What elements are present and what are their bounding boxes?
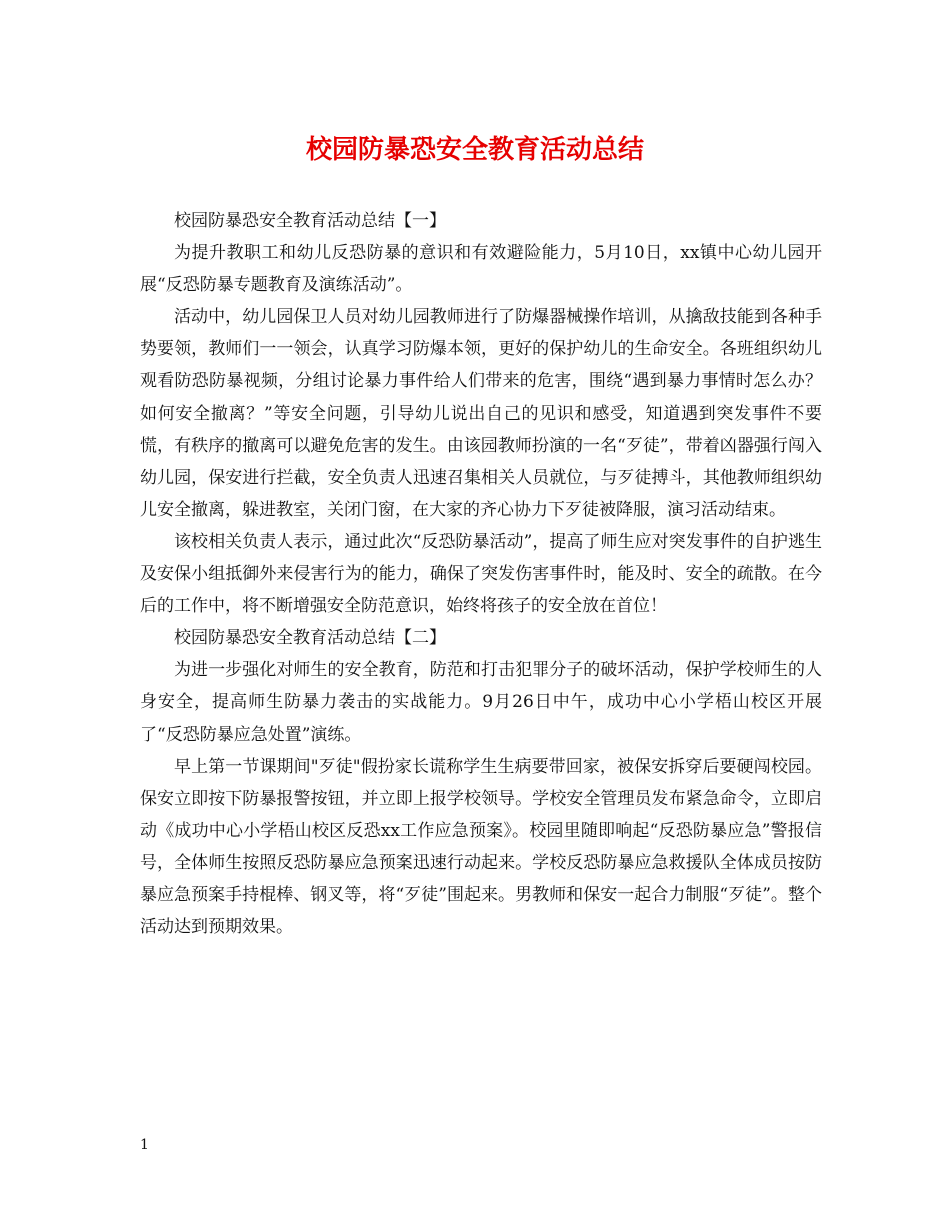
paragraph: 为进一步强化对师生的安全教育，防范和打击犯罪分子的破坏活动，保护学校师生的人身安全，提高师生防暴力袭击的实战能力。9月26日中午，成功中心小学梧山校区开展了“反恐防暴应急处置”演练。	[140, 660, 822, 745]
section-heading-2: 校园防暴恐安全教育活动总结【二】	[174, 628, 446, 649]
paragraph: 该校相关负责人表示，通过此次“反恐防暴活动”，提高了师生应对突发事件的自护逃生及安保小组抵御外来侵害行为的能力，确保了突发伤害事件时，能及时、安全的疏散。在今后的工作中，将不断增强安全防范意识，始终将孩子的安全放在首位！	[140, 531, 822, 617]
paragraph: 活动中，幼儿园保卫人员对幼儿园教师进行了防爆器械操作培训，从擒敌技能到各种手势要领，教师们一一领会，认真学习防爆本领，更好的保护幼儿的生命安全。各班组织幼儿观看防恐防暴视频，分组讨论暴力事件给人们带来的危害，围绕“遇到暴力事情时怎么办？如何安全撤离？”等安全问题，引导幼儿说出自己的见识和感受，知道遇到突发事件不要慌，有秩序的撤离可以避免危害的发生。由该园教师扮演的一名“歹徒”，带着凶器强行闯入幼儿园，保安进行拦截，安全负责人迅速召集相关人员就位，与歹徒搏斗，其他教师组织幼儿安全撤离，躲进教室，关闭门窗，在大家的齐心协力下歹徒被降服，演习活动结束。	[140, 307, 822, 520]
section-heading-1: 校园防暴恐安全教育活动总结【一】	[174, 211, 446, 231]
document-body	[140, 205, 822, 943]
paragraph: 为提升教职工和幼儿反恐防暴的意识和有效避险能力，5月10日，xx镇中心幼儿园开展“反恐防暴专题教育及演练活动”。	[140, 243, 822, 296]
page-number: 1	[140, 1137, 149, 1153]
document-title: 校园防暴恐安全教育活动总结	[305, 135, 644, 165]
paragraph: 早上第一节课期间"歹徒"假扮家长谎称学生生病要带回家，被保安拆穿后要硬闯校园。保安立即按下防暴报警按钮，并立即上报学校领导。学校安全管理员发布紧急命令，立即启动《成功中心小学梧山校区反恐xx工作应急预案》。校园里随即响起“反恐防暴应急”警报信号，全体师生按照反恐防暴应急预案迅速行动起来。学校反恐防暴应急救援队全体成员按防暴应急预案手持棍棒、钢叉等，将“歹徒”围起来。男教师和保安一起合力制服“歹徒”。整个活动达到预期效果。	[140, 756, 822, 938]
